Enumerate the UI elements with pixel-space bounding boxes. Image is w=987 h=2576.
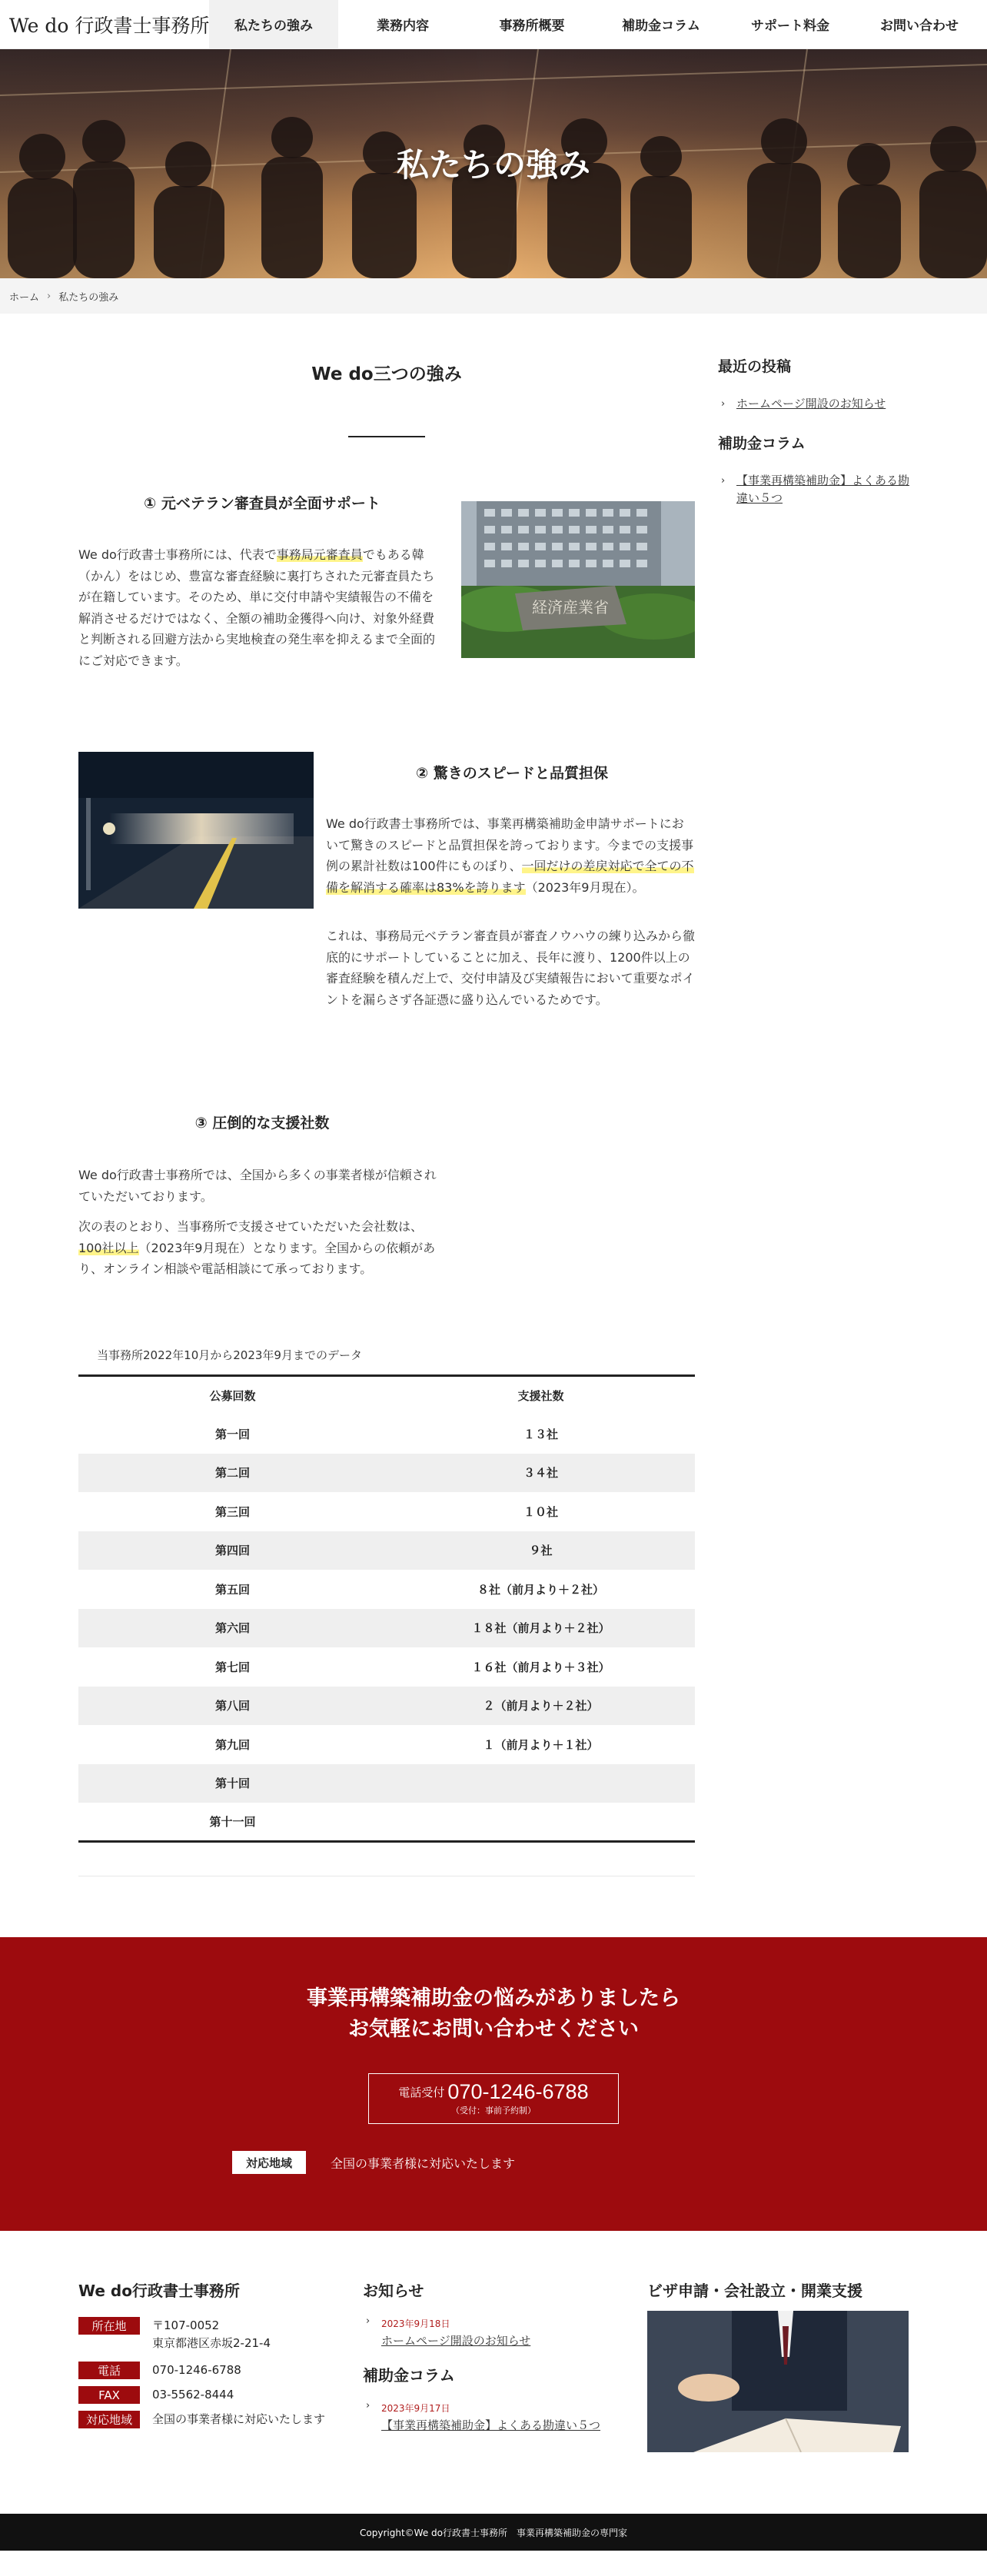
breadcrumb bbox=[0, 278, 987, 314]
sidebar-recent-link[interactable]: › ホームページ開設のお知らせ bbox=[718, 395, 910, 413]
site-logo[interactable]: We do 行政書士事務所 bbox=[9, 14, 210, 37]
site-header bbox=[0, 0, 987, 49]
nav-pricing[interactable]: サポート料金 bbox=[751, 18, 829, 34]
nav-column[interactable]: 補助金コラム bbox=[622, 18, 700, 34]
round-cell: 第四回 bbox=[78, 1531, 387, 1571]
hero-title: 私たちの強み bbox=[396, 146, 590, 184]
sidebar-recent-title: 最近の投稿 bbox=[718, 358, 792, 375]
sidebar-column-title: 補助金コラム bbox=[718, 435, 806, 452]
page-title: We do三つの強み bbox=[311, 364, 462, 384]
support-count-table bbox=[78, 1374, 695, 1843]
column-header-round: 公募回数 bbox=[209, 1389, 256, 1403]
count-cell: ９社 bbox=[387, 1531, 695, 1571]
column-header-count: 支援社数 bbox=[517, 1389, 564, 1403]
tel-value[interactable]: 070-1246-6788 bbox=[152, 2363, 241, 2377]
area-label: 対応地域 bbox=[78, 2411, 140, 2428]
area-text: 全国の事業者様に対応いたします bbox=[331, 2156, 516, 2171]
round-cell: 第十一回 bbox=[209, 1815, 256, 1829]
nav-services[interactable]: 業務内容 bbox=[377, 18, 429, 34]
table-row bbox=[78, 1647, 695, 1687]
footer-column-title: 補助金コラム bbox=[363, 2366, 455, 2385]
sidebar-column-link[interactable]: › 【事業再構築補助金】よくある勘違い５つ bbox=[721, 474, 910, 505]
table-row bbox=[78, 1687, 695, 1726]
phone-button[interactable] bbox=[368, 2073, 619, 2124]
round-cell: 第九回 bbox=[214, 1737, 250, 1752]
ministry-building-photo bbox=[461, 501, 695, 658]
strength-1-heading: ① 元ベテラン審査員が全面サポート bbox=[144, 495, 381, 512]
strength-3-text-1: We do行政書士事務所では、全国から多くの事業者様が信頼されていただいております。 bbox=[78, 1168, 437, 1204]
strength-3-heading: ③ 圧倒的な支援社数 bbox=[194, 1115, 330, 1132]
strength-3-highlight: 100社以上 bbox=[78, 1240, 139, 1255]
area-value: 全国の事業者様に対応いたします bbox=[152, 2412, 326, 2426]
column-link[interactable]: › 【事業再構築補助金】よくある勘違い５つ bbox=[366, 2400, 601, 2432]
round-cell: 第二回 bbox=[78, 1454, 387, 1493]
chevron-right-icon: › bbox=[721, 475, 726, 487]
count-cell: １６社（前月より＋３社） bbox=[471, 1660, 610, 1674]
round-cell: 第十回 bbox=[78, 1764, 387, 1803]
count-cell: １３社 bbox=[523, 1427, 558, 1441]
table-row bbox=[78, 1609, 695, 1648]
phone-note: （受付：事前予約制） bbox=[451, 2106, 536, 2116]
table-row bbox=[78, 1414, 695, 1454]
chevron-right-icon: › bbox=[366, 2400, 371, 2411]
strength-2-text-2: これは、事務局元ベテラン審査員が審査ノウハウの練り込みから徹底的にサポートしていることに加え、長年に渡り、1200件以上の審査経験を積んだ上で、交付申請及び実績報告において重要なポイントを漏らさず各証憑に盛り込んでいるためです。 bbox=[326, 929, 696, 1007]
table-row bbox=[78, 1570, 695, 1609]
round-cell: 第六回 bbox=[78, 1609, 387, 1648]
phone-label: 電話受付 bbox=[398, 2086, 445, 2099]
strength-2-text-1: We do行政書士事務所では、事業再構築補助金申請サポートにおいて驚きのスピードと品質担保を誇っております。今までの支援事例の累計社数は100件にものぼり、一回だけの差戻対応で全ての不備を解消する確率は83%を誇ります（2023年9月現在）。 bbox=[326, 816, 694, 895]
cta-title: 事業再構築補助金の悩みがありましたら お気軽にお問い合わせください bbox=[307, 1986, 680, 2041]
hero-banner bbox=[0, 49, 987, 278]
phone-number: 070-1246-6788 bbox=[447, 2080, 589, 2103]
breadcrumb-home[interactable]: ホーム bbox=[9, 291, 40, 304]
nav-contact[interactable]: お問い合わせ bbox=[880, 18, 959, 34]
breadcrumb-current: 私たちの強み bbox=[58, 291, 119, 304]
chevron-right-icon: › bbox=[721, 398, 726, 410]
strength-2-heading: ② 驚きのスピードと品質担保 bbox=[416, 765, 608, 782]
chevron-right-icon: › bbox=[366, 2315, 371, 2327]
content-area bbox=[0, 314, 987, 1937]
tel-label: 電話 bbox=[78, 2362, 140, 2379]
strength-1-highlight: 事務局元審査員 bbox=[276, 547, 363, 562]
area-badge: 対応地域 bbox=[232, 2151, 306, 2174]
breadcrumb-separator-icon: › bbox=[47, 290, 52, 302]
train-station-photo bbox=[78, 752, 314, 909]
table-header-row bbox=[78, 1376, 695, 1415]
copyright: Copyright©We do行政書士事務所 事業再構築補助金の専門家 bbox=[0, 2514, 987, 2551]
column-date: 2023年9月17日 bbox=[381, 2403, 450, 2414]
footer-visa-title: ビザ申請・会社設立・開業支援 bbox=[647, 2282, 862, 2300]
table-row bbox=[78, 1492, 695, 1531]
title-underline bbox=[348, 436, 425, 437]
round-cell: 第一回 bbox=[214, 1427, 250, 1441]
lawyer-book-photo[interactable] bbox=[647, 2311, 909, 2452]
footer-news-title: お知らせ bbox=[363, 2282, 424, 2300]
news-link[interactable]: › ホームページ開設のお知らせ bbox=[366, 2315, 531, 2348]
round-cell: 第八回 bbox=[78, 1687, 387, 1726]
count-cell: ３４社 bbox=[387, 1454, 695, 1493]
count-cell: ２（前月より＋２社） bbox=[387, 1687, 695, 1726]
count-cell bbox=[387, 1803, 695, 1842]
strength-3-text-2: 次の表のとおり、当事務所で支援させていただいた会社数は、100社以上（2023年9月現在）となります。全国からの依頼があり、オンライン相談や電話相談にて承っております。 bbox=[78, 1219, 436, 1276]
global-nav bbox=[209, 0, 984, 49]
count-cell bbox=[387, 1764, 695, 1803]
address-value: 〒107-0052 東京都港区赤坂2-21-4 bbox=[152, 2318, 271, 2350]
round-cell: 第五回 bbox=[214, 1582, 250, 1597]
news-date: 2023年9月18日 bbox=[381, 2318, 450, 2329]
count-cell: １（前月より＋１社） bbox=[483, 1737, 599, 1752]
count-cell: １０社 bbox=[523, 1504, 558, 1519]
address-label: 所在地 bbox=[78, 2317, 140, 2335]
count-cell: １８社（前月より＋２社） bbox=[387, 1609, 695, 1648]
fax-value: 03-5562-8444 bbox=[152, 2388, 234, 2401]
footer-company-name: We do行政書士事務所 bbox=[78, 2282, 240, 2300]
strength-1-text: We do行政書士事務所には、代表で事務局元審査員でもある韓（かん）をはじめ、豊富な審査経験に裏打ちされた元審査員たちが在籍しています。そのため、単に交付申請や実績報告の不備を解消させるだけではなく、全額の補助金獲得へ向け、対象外経費と判断される回避方法から実地検査の発生率を抑えるまで全面的にご対応できます。 bbox=[78, 547, 436, 668]
table-row bbox=[78, 1803, 695, 1842]
round-cell: 第三回 bbox=[214, 1504, 250, 1519]
table-row bbox=[78, 1725, 695, 1764]
site-footer bbox=[0, 2231, 987, 2514]
count-cell: ８社（前月より＋２社） bbox=[477, 1582, 604, 1597]
svg-text:経済産業省: 経済産業省 bbox=[532, 598, 609, 617]
contact-cta bbox=[0, 1937, 987, 2231]
strength-2-highlight: 一回だけの差戻対応で全ての不備を解消する確率は83%を誇ります bbox=[326, 859, 694, 895]
table-caption: 当事務所2022年10月から2023年9月までのデータ bbox=[97, 1348, 362, 1362]
round-cell: 第七回 bbox=[214, 1660, 250, 1674]
table-row bbox=[78, 1764, 695, 1803]
nav-about[interactable]: 事務所概要 bbox=[499, 18, 565, 34]
fax-label: FAX bbox=[78, 2386, 140, 2404]
nav-strengths[interactable]: 私たちの強み bbox=[209, 0, 338, 49]
table-row bbox=[78, 1454, 695, 1493]
table-row bbox=[78, 1531, 695, 1571]
